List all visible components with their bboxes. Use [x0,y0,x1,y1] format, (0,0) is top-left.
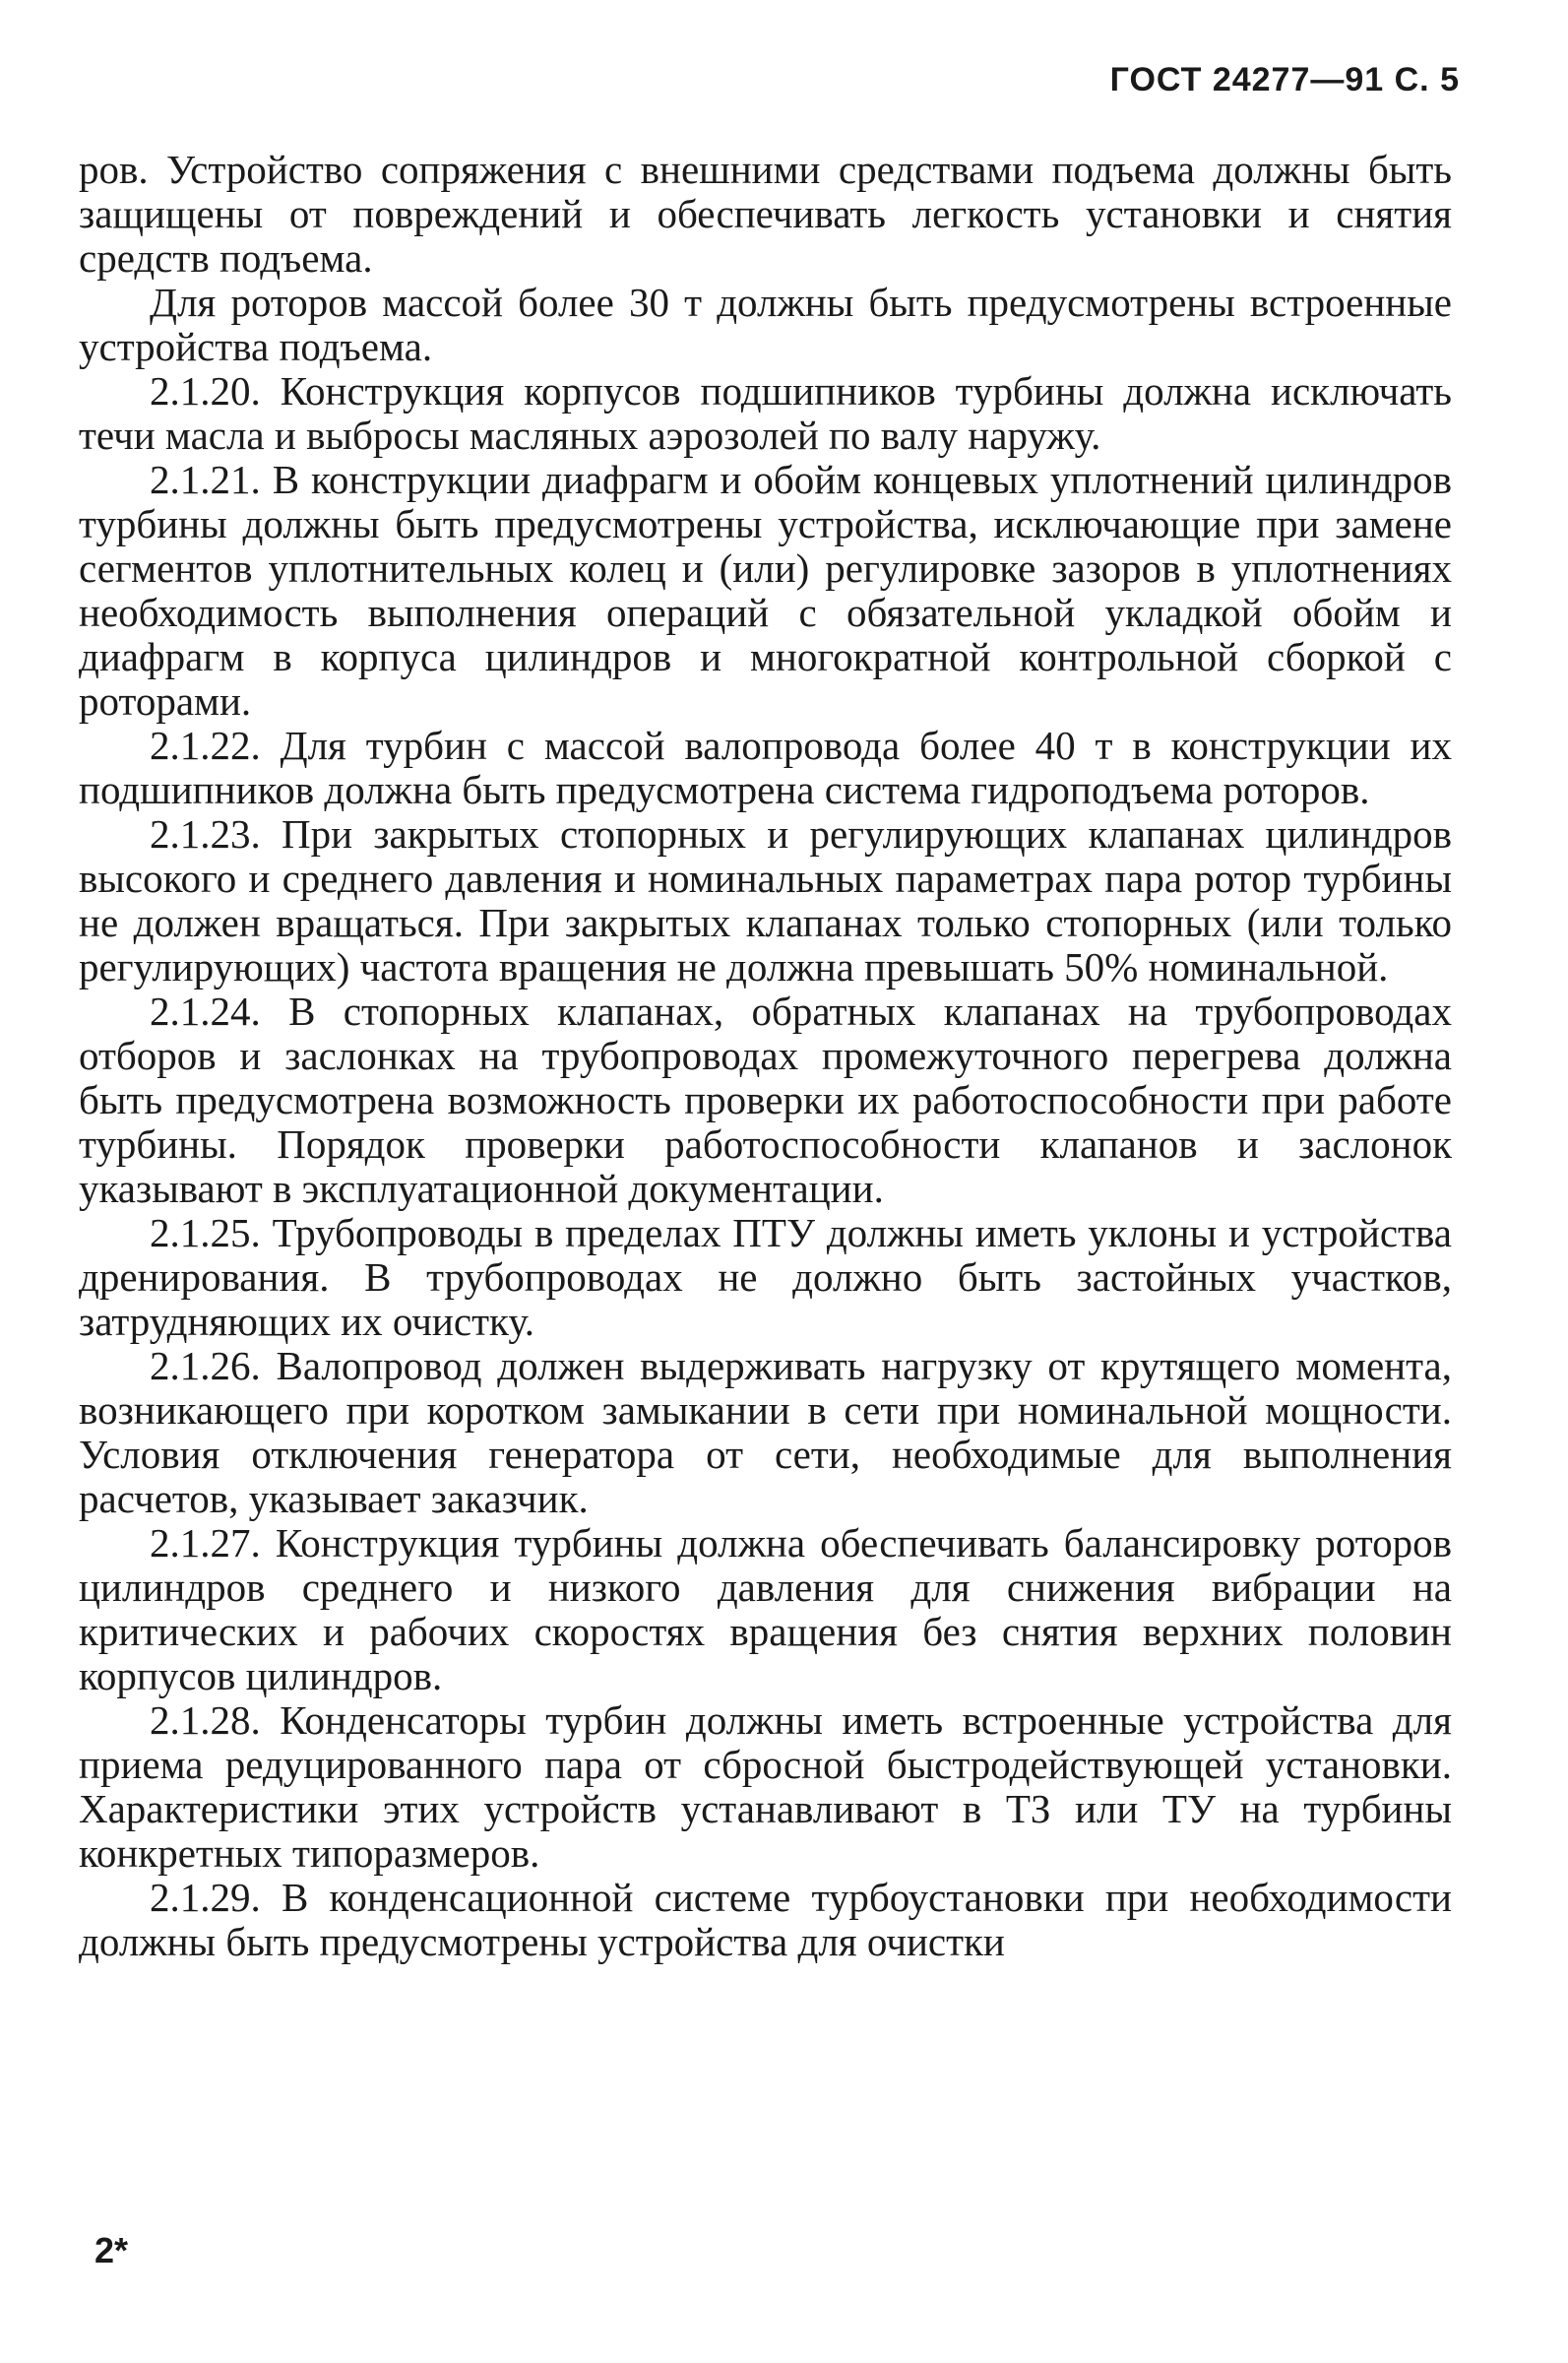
page-footer-mark: 2* [94,2230,129,2270]
paragraph-2-1-27: 2.1.27. Конструкция турбины должна обеспечивать балансировку роторов цилиндров среднего и низкого давления для снижения вибрации на критических и рабочих скоростях вращения без снятия верхних половин корпусов цилиндров. [79,1520,1452,1698]
paragraph-2-1-24: 2.1.24. В стопорных клапанах, обратных клапанах на трубопроводах отборов и заслонках на трубопроводах промежуточного перегрева должна быть предусмотрена возможность проверки их работоспособности при работе турбины. Порядок проверки работоспособности клапанов и заслонок указывают в эксплуатационной документации. [79,989,1452,1211]
paragraph-2-1-20: 2.1.20. Конструкция корпусов подшипников турбины должна исключать течи масла и выбросы масляных аэрозолей по валу наружу. [79,368,1452,458]
paragraph-2-1-26: 2.1.26. Валопровод должен выдерживать нагрузку от крутящего момента, возникающего при коротком замыкании в сети при номинальной мощности. Условия отключения генератора от сети, необходимые для выполнения расчетов, указывает заказчик. [79,1343,1452,1521]
paragraph-rotor-lifting: Для роторов массой более 30 т должны быть предусмотрены встроенные устройства подъема. [79,280,1452,369]
document-body [79,148,1452,1964]
paragraph-2-1-25: 2.1.25. Трубопроводы в пределах ПТУ должны иметь уклоны и устройства дренирования. В трубопроводах не должно быть застойных участков, затрудняющих их очистку. [79,1210,1452,1344]
paragraph-2-1-21: 2.1.21. В конструкции диафрагм и обойм концевых уплотнений цилиндров турбины должны быть предусмотрены устройства, исключающие при замене сегментов уплотнительных колец и (или) регулировке зазоров в уплотнениях необходимость выполнения операций с обязательной укладкой обойм и диафрагм в корпуса цилиндров и многократной контрольной сборкой с роторами. [79,457,1452,724]
paragraph-2-1-23: 2.1.23. При закрытых стопорных и регулирующих клапанах цилиндров высокого и среднего давления и номинальных параметрах пара ротор турбины не должен вращаться. При закрытых клапанах только стопорных (или только регулирующих) частота вращения не должна превышать 50% номинальной. [79,811,1452,990]
paragraph-2-1-22: 2.1.22. Для турбин с массой валопровода более 40 т в конструкции их подшипников должна быть предусмотрена система гидроподъема роторов. [79,723,1452,812]
paragraph-2-1-29: 2.1.29. В конденсационной системе турбоустановки при необходимости должны быть предусмотрены устройства для очистки [79,1875,1452,1964]
page-header: ГОСТ 24277—91 С. 5 [1109,61,1460,98]
paragraph-continuation: ров. Устройство сопряжения с внешними средствами подъема должны быть защищены от повреждений и обеспечивать легкость установки и снятия средств подъема. [79,147,1452,281]
paragraph-2-1-28: 2.1.28. Конденсаторы турбин должны иметь встроенные устройства для приема редуцированного пара от сбросной быстродействующей установки. Характеристики этих устройств устанавливают в ТЗ или ТУ на турбины конкретных типоразмеров. [79,1697,1452,1876]
